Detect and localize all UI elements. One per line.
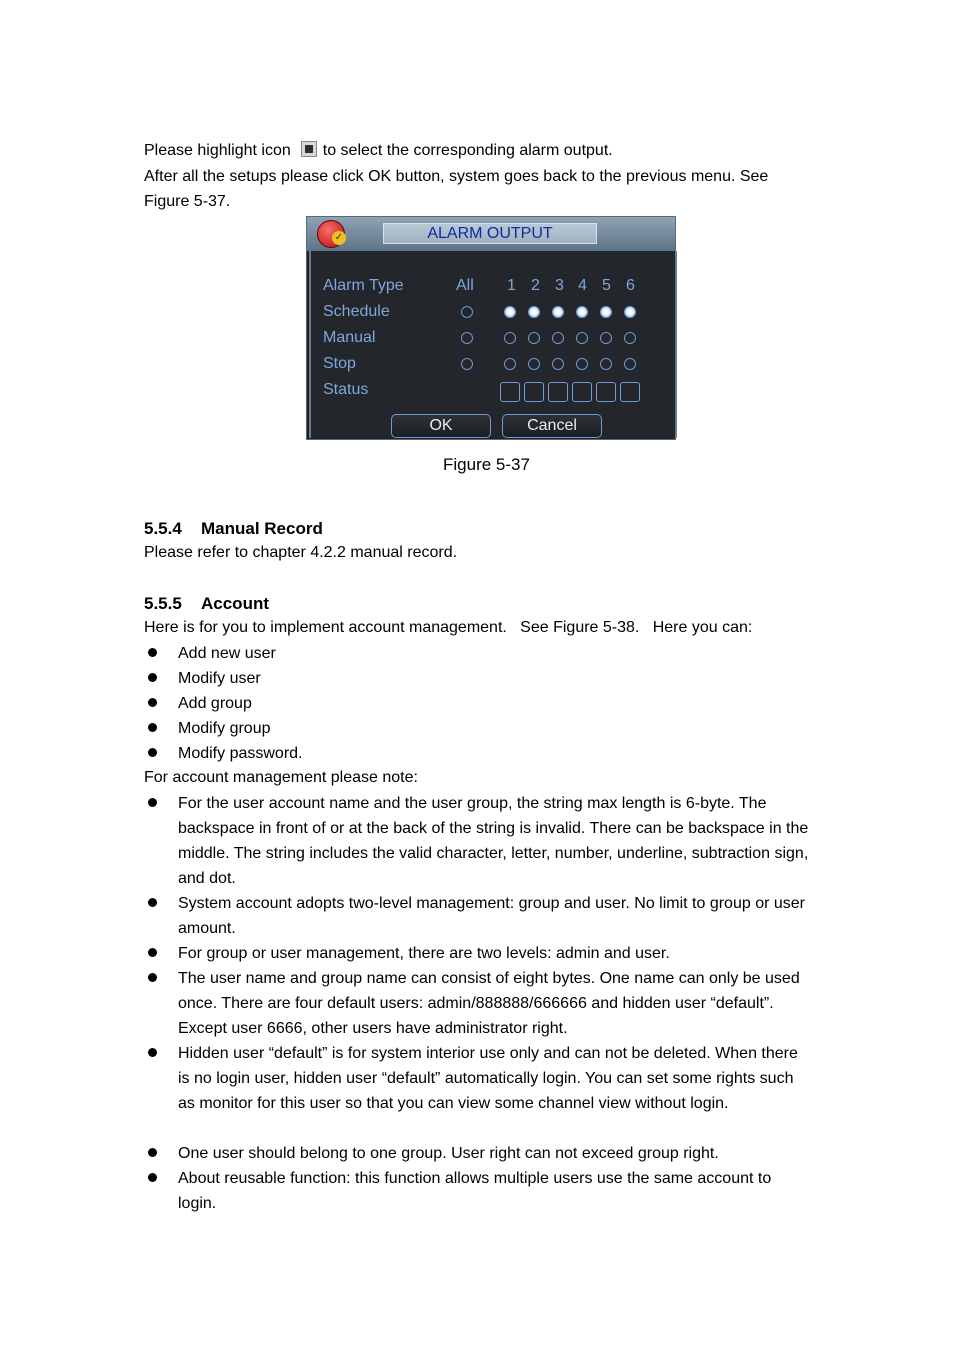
alarm-bell-icon — [317, 220, 345, 248]
manual-record-body: Please refer to chapter 4.2.2 manual record. — [144, 544, 458, 561]
account-intro: Here is for you to implement account management. See Figure 5-38. Here you can: — [144, 619, 753, 636]
bullet-icon — [148, 898, 157, 907]
row-label-manual: Manual — [323, 329, 376, 346]
radio-manual-all[interactable] — [461, 332, 473, 344]
ok-button[interactable]: OK — [391, 414, 491, 438]
status-box-2 — [524, 382, 544, 402]
radio-stop-ch1[interactable] — [504, 358, 516, 370]
row-label-schedule: Schedule — [323, 303, 390, 320]
radio-manual-ch5[interactable] — [600, 332, 612, 344]
section-title: Account — [201, 594, 269, 613]
list-item: Modify password. — [144, 741, 810, 766]
header-channel-5: 5 — [602, 277, 611, 294]
bullet-icon — [148, 648, 157, 657]
status-box-3 — [548, 382, 568, 402]
radio-manual-ch3[interactable] — [552, 332, 564, 344]
radio-manual-ch4[interactable] — [576, 332, 588, 344]
radio-schedule-all[interactable] — [461, 306, 473, 318]
list-item: System account adopts two-level management: group and user. No limit to group or user amount. — [144, 891, 810, 941]
cancel-button[interactable]: Cancel — [502, 414, 602, 438]
intro-text-before: Please highlight icon — [144, 142, 291, 159]
radio-schedule-ch2[interactable] — [528, 306, 540, 318]
radio-stop-ch2[interactable] — [528, 358, 540, 370]
header-channel-3: 3 — [555, 277, 564, 294]
dialog-title-bar — [307, 217, 675, 251]
list-item: One user should belong to one group. User right can not exceed group right. — [144, 1141, 810, 1166]
status-box-5 — [596, 382, 616, 402]
bullet-icon — [148, 698, 157, 707]
section-heading-account — [144, 594, 269, 614]
radio-schedule-ch3[interactable] — [552, 306, 564, 318]
radio-manual-ch2[interactable] — [528, 332, 540, 344]
status-box-4 — [572, 382, 592, 402]
alarm-output-select-icon — [301, 141, 317, 157]
radio-stop-ch5[interactable] — [600, 358, 612, 370]
radio-stop-ch6[interactable] — [624, 358, 636, 370]
bullet-icon — [148, 798, 157, 807]
dialog-body — [309, 251, 677, 438]
intro-line-2: After all the setups please click OK button, system goes back to the previous menu. See — [144, 168, 769, 185]
section-title: Manual Record — [201, 519, 323, 538]
list-item: Hidden user “default” is for system interior use only and can not be deleted. When there is no login user, hidden user “default” automatically login. You can set some rights such as monitor for this user so that you can view some channel view without login. — [144, 1041, 810, 1116]
radio-stop-ch4[interactable] — [576, 358, 588, 370]
header-channel-1: 1 — [507, 277, 516, 294]
radio-manual-ch1[interactable] — [504, 332, 516, 344]
list-item: Modify user — [144, 666, 810, 691]
radio-schedule-ch5[interactable] — [600, 306, 612, 318]
header-channel-2: 2 — [531, 277, 540, 294]
radio-stop-all[interactable] — [461, 358, 473, 370]
list-item: Add group — [144, 691, 810, 716]
list-item: For group or user management, there are two levels: admin and user. — [144, 941, 810, 966]
bullet-icon — [148, 1173, 157, 1182]
section-number: 5.5.4 — [144, 519, 182, 538]
radio-schedule-ch6[interactable] — [624, 306, 636, 318]
alarm-output-dialog — [306, 216, 676, 440]
status-box-6 — [620, 382, 640, 402]
dialog-title: ALARM OUTPUT — [383, 223, 597, 244]
list-item: For the user account name and the user group, the string max length is 6-byte. The backspace in front of or at the back of the string is invalid. There can be backspace in the middle. The string includes the valid character, letter, number, underline, subtraction sign, and dot. — [144, 791, 810, 891]
intro-line-3: Figure 5-37. — [144, 193, 231, 210]
list-item: About reusable function: this function allows multiple users use the same account to login. — [144, 1166, 810, 1216]
bullet-icon — [148, 973, 157, 982]
radio-stop-ch3[interactable] — [552, 358, 564, 370]
header-all: All — [456, 277, 474, 294]
radio-manual-ch6[interactable] — [624, 332, 636, 344]
bullet-icon — [148, 723, 157, 732]
list-item: The user name and group name can consist of eight bytes. One name can only be used once. There are four default users: admin/888888/666666 and hidden user “default”. Except user 6666, other users have administrator right. — [144, 966, 810, 1041]
section-heading-manual-record — [144, 519, 323, 539]
bullet-icon — [148, 1148, 157, 1157]
radio-schedule-ch1[interactable] — [504, 306, 516, 318]
status-box-1 — [500, 382, 520, 402]
header-channel-4: 4 — [578, 277, 587, 294]
bullet-icon — [148, 948, 157, 957]
list-item: Modify group — [144, 716, 810, 741]
account-note-title: For account management please note: — [144, 769, 418, 786]
list-item: Add new user — [144, 641, 810, 666]
row-label-stop: Stop — [323, 355, 356, 372]
row-label-status: Status — [323, 381, 369, 398]
intro-line-1 — [144, 141, 613, 161]
header-channel-6: 6 — [626, 277, 635, 294]
bullet-icon — [148, 748, 157, 757]
bullet-icon — [148, 1048, 157, 1057]
intro-text-after: to select the corresponding alarm output. — [322, 142, 613, 159]
bullet-icon — [148, 673, 157, 682]
figure-caption: Figure 5-37 — [443, 455, 530, 474]
section-number: 5.5.5 — [144, 594, 182, 613]
radio-schedule-ch4[interactable] — [576, 306, 588, 318]
row-label-alarm-type: Alarm Type — [323, 277, 404, 294]
